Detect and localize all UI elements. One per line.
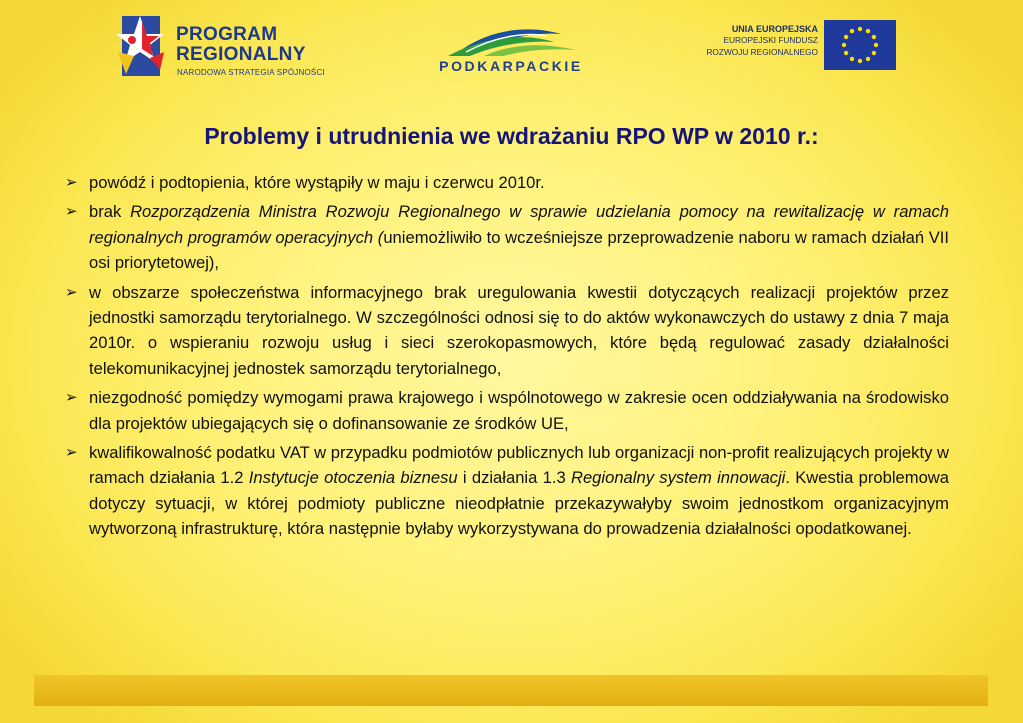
program-regionalny-logo <box>112 12 352 86</box>
bullet-list <box>64 170 949 546</box>
bullet-item-information-society <box>64 280 949 382</box>
bullet-text-part2: i działania 1.3 <box>457 468 571 488</box>
arrowhead-bullet-icon: ➢ <box>65 283 78 301</box>
eu-logo-line1: UNIA EUROPEJSKA <box>731 24 818 34</box>
eu-logo-text <box>694 23 818 58</box>
bullet-text-part3: . Kwestia problemowa dotyczy sytuacji, w której podmioty publiczne nieodpłatnie przekazywałyby swoim jednostkom organizacyjnym wytworzoną infrastrukturę, która następnie byłaby wykorzystywana do prowadzenia działalności opodatkowanej. <box>89 468 950 539</box>
bullet-text-italic1: Instytucje otoczenia biznesu <box>248 468 458 488</box>
footer-bar <box>34 675 988 706</box>
program-logo-line1: PROGRAM <box>176 24 278 45</box>
bullet-text-post: uniemożliwiło to wcześniejsze przeprowadzenie naboru w ramach działań VII osi priorytetowej), <box>89 227 949 273</box>
bullet-text: powódź i podtopienia, które wystąpiły w maju i czerwcu 2010r. <box>89 173 545 192</box>
podkarpackie-logo-text: PODKARPACKIE <box>439 58 583 74</box>
bullet-text-part1: kwalifikowalność podatku VAT w przypadku podmiotów publicznych lub organizacji non-profit realizujących projekty w ramach działania 1.2 <box>89 443 949 488</box>
arrowhead-bullet-icon: ➢ <box>65 203 78 221</box>
podkarpackie-hills-icon <box>426 20 594 60</box>
eu-logo <box>694 20 900 74</box>
eu-logo-line2: EUROPEJSKI FUNDUSZ <box>723 35 818 45</box>
slide-title: Problemy i utrudnienia we wdrażaniu RPO WP w 2010 r.: <box>204 123 819 149</box>
arrowhead-bullet-icon: ➢ <box>65 389 78 407</box>
arrowhead-bullet-icon: ➢ <box>65 174 78 191</box>
bullet-text-italic2: Regionalny system innowacji <box>570 468 786 488</box>
program-logo-line2: REGIONALNY <box>176 44 306 65</box>
bullet-item-regulation <box>64 199 949 275</box>
bullet-item-flood <box>64 170 949 195</box>
program-regionalny-star-icon <box>112 12 174 86</box>
podkarpackie-logo <box>426 20 594 76</box>
bullet-item-law-inconsistency <box>64 385 949 436</box>
eu-logo-line3: ROZWOJU REGIONALNEGO <box>706 46 818 57</box>
bullet-text-pre: brak <box>89 202 131 222</box>
bullet-text: w obszarze społeczeństwa informacyjnego brak uregulowania kwestii dotyczących realizacji projektów przez jednostki samorządu terytorialnego. W szczególności odnosi się to do aktów wykonawczych do ustawy z dnia 7 maja 2010r. o wspieraniu rozwoju usług i sieci szerokopasmowych, które będą regulować zasady działalności telekomunikacyjnej jednostek samorządu terytorialnego, <box>89 282 949 378</box>
eu-flag-icon <box>824 20 896 70</box>
bullet-item-vat <box>64 440 949 542</box>
program-logo-line3: NARODOWA STRATEGIA SPÓJNOŚCI <box>177 68 325 77</box>
bullet-text-italic: Rozporządzenia Ministra Rozwoju Regionalnego w sprawie udzielania pomocy na rewitalizację w ramach regionalnych programów operacyjnych ( <box>89 202 950 247</box>
bullet-text: niezgodność pomiędzy wymogami prawa krajowego i wspólnotowego w zakresie ocen oddziaływania na środowisko dla projektów ubiegających się o dofinansowanie ze środków UE, <box>89 388 949 433</box>
arrowhead-bullet-icon: ➢ <box>65 444 78 462</box>
